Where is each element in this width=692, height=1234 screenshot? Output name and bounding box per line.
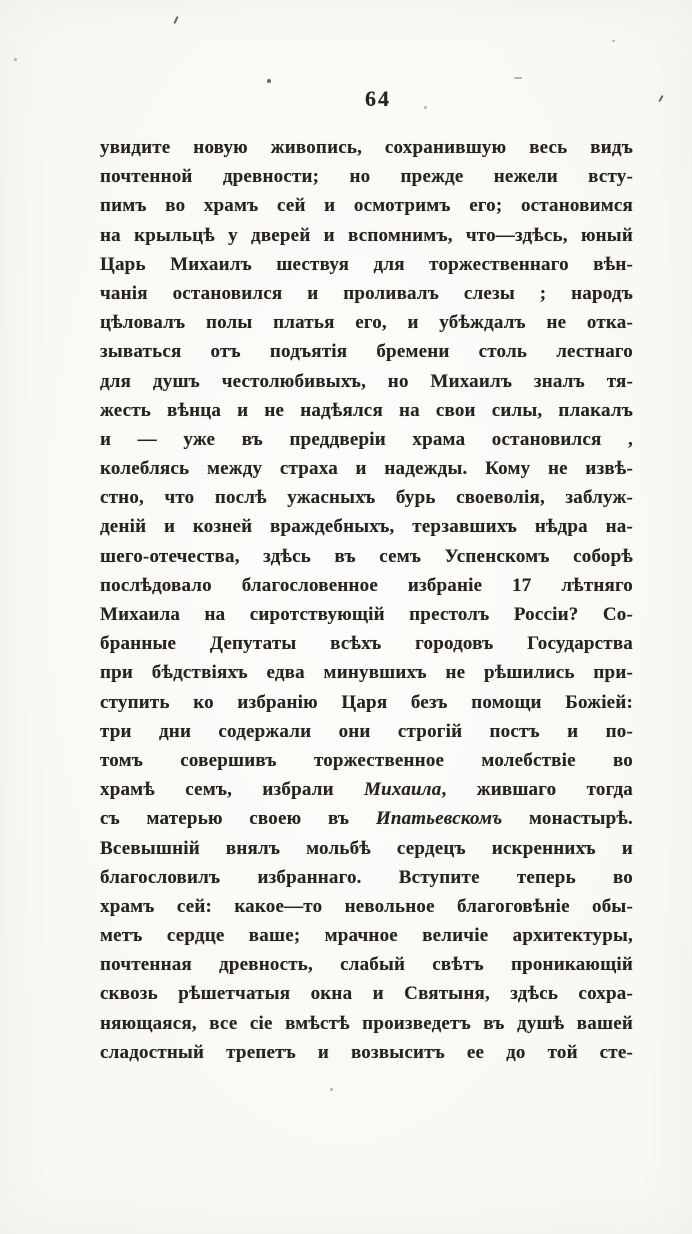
- scan-speck: [267, 79, 271, 83]
- scan-speck: [658, 95, 663, 102]
- text-segment: храмѣ семъ, избрали: [100, 779, 365, 801]
- text-segment: деній и козней враждебныхъ, терзавшихъ нѣдра на-: [100, 516, 633, 538]
- scan-speck: [14, 58, 17, 61]
- text-line: [100, 483, 633, 512]
- text-line: [100, 921, 633, 950]
- scan-speck: [330, 1088, 333, 1091]
- text-line: [100, 425, 633, 454]
- text-segment: и — уже въ преддверіи храма остановился ,: [100, 428, 633, 450]
- text-segment: при бѣдствіяхъ едва минувшихъ не рѣшились при-: [100, 662, 633, 684]
- text-line: [100, 221, 633, 250]
- page-text: [100, 133, 633, 1067]
- scan-speck: [514, 77, 522, 79]
- text-segment: бранные Депутаты всѣхъ городовъ Государства: [100, 633, 633, 655]
- scan-speck: [173, 16, 178, 24]
- text-segment: почтенной древности; но прежде нежели всту-: [100, 166, 633, 188]
- text-line: [100, 717, 633, 746]
- text-line: [100, 396, 633, 425]
- text-line: [100, 600, 633, 629]
- text-segment: пимъ во храмъ сей и осмотримъ его; остановимся: [100, 195, 633, 217]
- text-line: [100, 950, 633, 979]
- scan-speck: [612, 40, 615, 42]
- text-line: [100, 571, 633, 600]
- text-line: [100, 979, 633, 1008]
- text-segment: сквозь рѣшетчатыя окна и Святыня, здѣсь сохра-: [100, 983, 633, 1005]
- text-segment: стно, что послѣ ужасныхъ бурь своеволія, заблуж-: [100, 487, 633, 509]
- text-segment: благословилъ избраннаго. Вступите теперь во: [100, 866, 633, 888]
- text-segment: Михаила на сиротствующій престолъ Россіи? Со-: [100, 604, 633, 625]
- text-segment: томъ совершивъ торжественное молебствіе во: [100, 749, 633, 771]
- text-segment: цѣловалъ полы платья его, и убѣждалъ не отка-: [100, 312, 633, 334]
- text-segment: послѣдовало благословенное избраніе 17 лѣтняго: [100, 574, 633, 596]
- text-line: [100, 775, 633, 804]
- text-line: [100, 308, 633, 337]
- text-segment: храмъ сей: какое—то невольное благоговѣніе обы-: [100, 895, 633, 917]
- text-segment: съ матерью своею въ: [100, 808, 376, 830]
- text-segment: увидите новую живопись, сохранившую весь видъ: [100, 137, 633, 158]
- text-segment: три дни содержали они строгій постъ и по-: [100, 720, 633, 742]
- text-segment: почтенная древность, слабый свѣтъ проникающій: [100, 954, 633, 976]
- text-segment: чанія остановился и проливалъ слезы ; народъ: [100, 282, 633, 304]
- text-line: [100, 629, 633, 658]
- text-segment: шего-отечества, здѣсь въ семъ Успенскомъ соборѣ: [100, 545, 633, 567]
- text-segment: Царь Михаилъ шествуя для торжественнаго вѣн-: [100, 253, 633, 275]
- text-line: [100, 542, 633, 571]
- text-line: [100, 454, 633, 483]
- text-line: [100, 746, 633, 775]
- text-line: [100, 834, 633, 863]
- italic-text: Михаила: [364, 779, 442, 801]
- italic-text: Ипатьевскомъ: [375, 808, 503, 830]
- text-line: [100, 162, 633, 191]
- text-line: [100, 688, 633, 717]
- text-line: [100, 892, 633, 921]
- text-segment: на крыльцѣ у дверей и вспомнимъ, что—здѣсь, юный: [100, 224, 633, 246]
- text-line: [100, 1009, 633, 1038]
- text-segment: метъ сердце ваше; мрачное величіе архитектуры,: [100, 925, 633, 947]
- text-segment: для душъ честолюбивыхъ, но Михаилъ зналъ тя-: [100, 370, 633, 392]
- text-segment: Всевышній внялъ мольбѣ сердецъ искреннихъ и: [100, 837, 633, 859]
- text-segment: , жившаго тогда: [441, 779, 633, 801]
- text-segment: монастырѣ.: [502, 808, 633, 830]
- text-line: [100, 133, 633, 162]
- text-line: [100, 250, 633, 279]
- text-segment: зываться отъ подъятія бремени столь лестнаго: [100, 341, 633, 363]
- text-line: [100, 337, 633, 366]
- text-line: [100, 512, 633, 541]
- scan-speck: [424, 106, 427, 109]
- text-segment: няющаяся, все сіе вмѣстѣ произведетъ въ душѣ вашей: [100, 1012, 633, 1034]
- text-line: [100, 658, 633, 687]
- text-line: [100, 863, 633, 892]
- text-line: [100, 367, 633, 396]
- text-line: [100, 191, 633, 220]
- text-segment: ступить ко избранію Царя безъ помощи Божіей:: [100, 691, 633, 713]
- text-line: [100, 1038, 633, 1067]
- text-segment: сладостный трепетъ и возвыситъ ее до той сте-: [100, 1041, 633, 1063]
- text-line: [100, 279, 633, 308]
- page-number: 64: [365, 86, 391, 111]
- text-segment: жесть вѣнца и не надѣялся на свои силы, плакалъ: [100, 399, 633, 421]
- text-segment: колеблясь между страха и надежды. Кому не извѣ-: [100, 458, 633, 480]
- text-line: [100, 804, 633, 833]
